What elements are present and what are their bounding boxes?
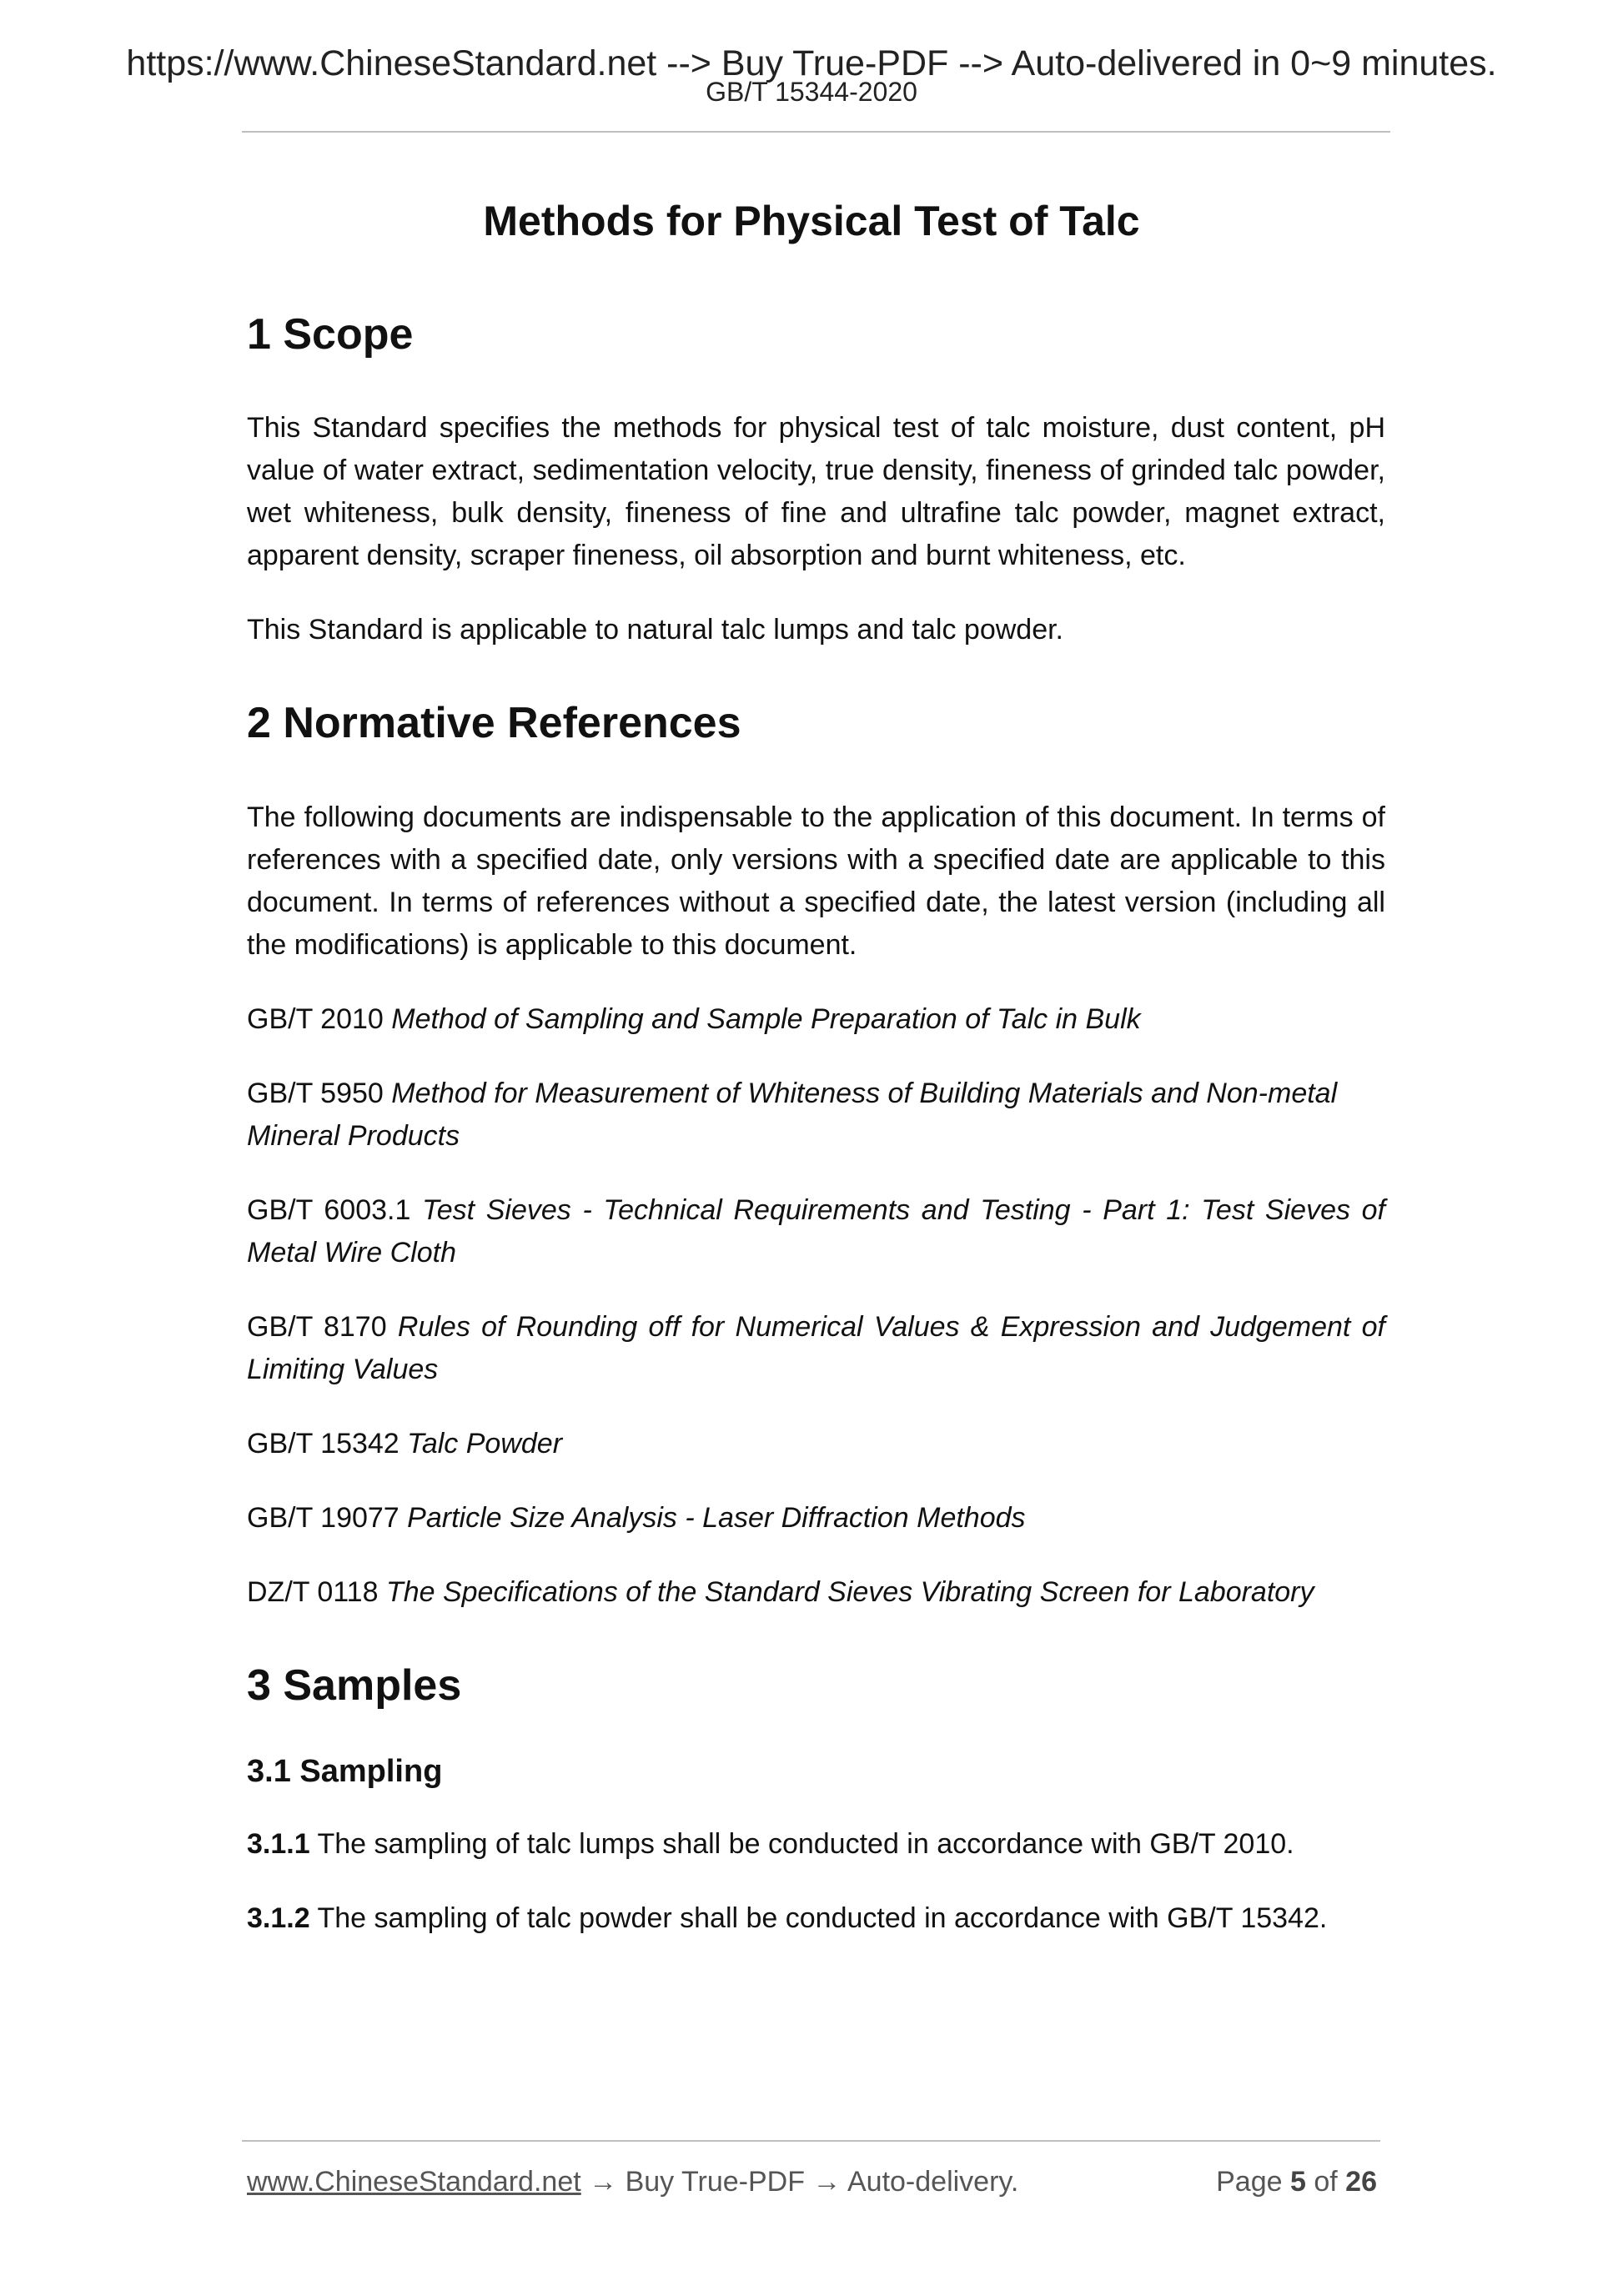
normative-intro-paragraph: The following documents are indispensable to the application of this document. In terms of references with a specified date, only versions with a specified date are applicable to this document. In terms of references without a specified date, the latest version (including all the modifications) is applicable to this document. bbox=[247, 801, 1385, 961]
clause-text: The sampling of talc lumps shall be conducted in accordance with GB/T 2010. bbox=[317, 1827, 1294, 1860]
doc-code-header: GB/T 15344-2020 bbox=[706, 77, 917, 107]
reference-title: Method of Sampling and Sample Preparation of Talc in Bulk bbox=[391, 1002, 1141, 1035]
clause-text: The sampling of talc powder shall be conducted in accordance with GB/T 15342. bbox=[317, 1902, 1328, 1934]
clause-item bbox=[247, 1823, 1385, 1866]
document-title: Methods for Physical Test of Talc bbox=[483, 198, 1140, 244]
footer-website-link[interactable]: www.ChineseStandard.net bbox=[247, 2166, 581, 2198]
reference-title: Method for Measurement of Whiteness of Building Materials and Non-metal Mineral Products bbox=[247, 1077, 1338, 1152]
reference-title: The Specifications of the Standard Sieves Vibrating Screen for Laboratory bbox=[385, 1575, 1314, 1608]
of-word: of bbox=[1314, 2166, 1338, 2198]
clause-number: 3.1.2 bbox=[247, 1902, 310, 1934]
scope-paragraph-2: This Standard is applicable to natural talc lumps and talc powder. bbox=[247, 614, 1063, 646]
reference-title: Test Sieves - Technical Requirements and Testing - Part 1: Test Sieves of Metal Wire Cloth bbox=[247, 1193, 1385, 1269]
footer-tagline: → Buy True-PDF → Auto-delivery. bbox=[589, 2166, 1019, 2198]
reference-item bbox=[247, 1306, 1385, 1391]
reference-code: DZ/T 0118 bbox=[247, 1575, 379, 1608]
header-divider bbox=[242, 131, 1390, 133]
scope-paragraph-1: This Standard specifies the methods for physical test of talc moisture, dust content, pH value of water extract, sedimentation velocity, true density, fineness of grinded talc powder, wet whiteness, bulk density, fineness of fine and ultrafine talc powder, magnet extract, apparent density, scraper fineness, oil absorption and burnt whiteness, etc. bbox=[247, 412, 1385, 572]
page-footer bbox=[247, 2166, 1377, 2198]
reference-item bbox=[247, 1189, 1385, 1274]
section-heading-scope: 1 Scope bbox=[247, 310, 414, 359]
clause-item bbox=[247, 1897, 1385, 1940]
document-body bbox=[247, 309, 1385, 1940]
reference-code: GB/T 15342 bbox=[247, 1427, 399, 1459]
reference-code: GB/T 5950 bbox=[247, 1077, 384, 1109]
reference-item bbox=[247, 1073, 1385, 1158]
reference-code: GB/T 2010 bbox=[247, 1002, 384, 1035]
reference-code: GB/T 8170 bbox=[247, 1310, 387, 1343]
reference-item bbox=[247, 998, 1385, 1041]
section-heading-normative-references: 2 Normative References bbox=[247, 699, 741, 748]
reference-title: Rules of Rounding off for Numerical Values & Expression and Judgement of Limiting Values bbox=[247, 1310, 1385, 1385]
reference-title: Talc Powder bbox=[407, 1427, 563, 1459]
page-number: 5 bbox=[1289, 2166, 1306, 2198]
reference-code: GB/T 6003.1 bbox=[247, 1193, 411, 1226]
reference-title: Particle Size Analysis - Laser Diffraction Methods bbox=[407, 1501, 1026, 1534]
reference-item bbox=[247, 1497, 1385, 1540]
page-word: Page bbox=[1216, 2166, 1283, 2198]
reference-item bbox=[247, 1423, 1385, 1465]
page-indicator bbox=[1216, 2166, 1377, 2198]
total-pages: 26 bbox=[1345, 2166, 1377, 2198]
reference-item bbox=[247, 1571, 1385, 1614]
clause-number: 3.1.1 bbox=[247, 1827, 310, 1860]
section-heading-samples: 3 Samples bbox=[247, 1660, 462, 1710]
top-banner[interactable]: https://www.ChineseStandard.net --> Buy True-PDF --> Auto-delivered in 0~9 minutes. bbox=[126, 43, 1497, 83]
reference-code: GB/T 19077 bbox=[247, 1501, 399, 1534]
footer-divider bbox=[242, 2140, 1380, 2142]
subsection-heading-sampling: 3.1 Sampling bbox=[247, 1754, 443, 1790]
